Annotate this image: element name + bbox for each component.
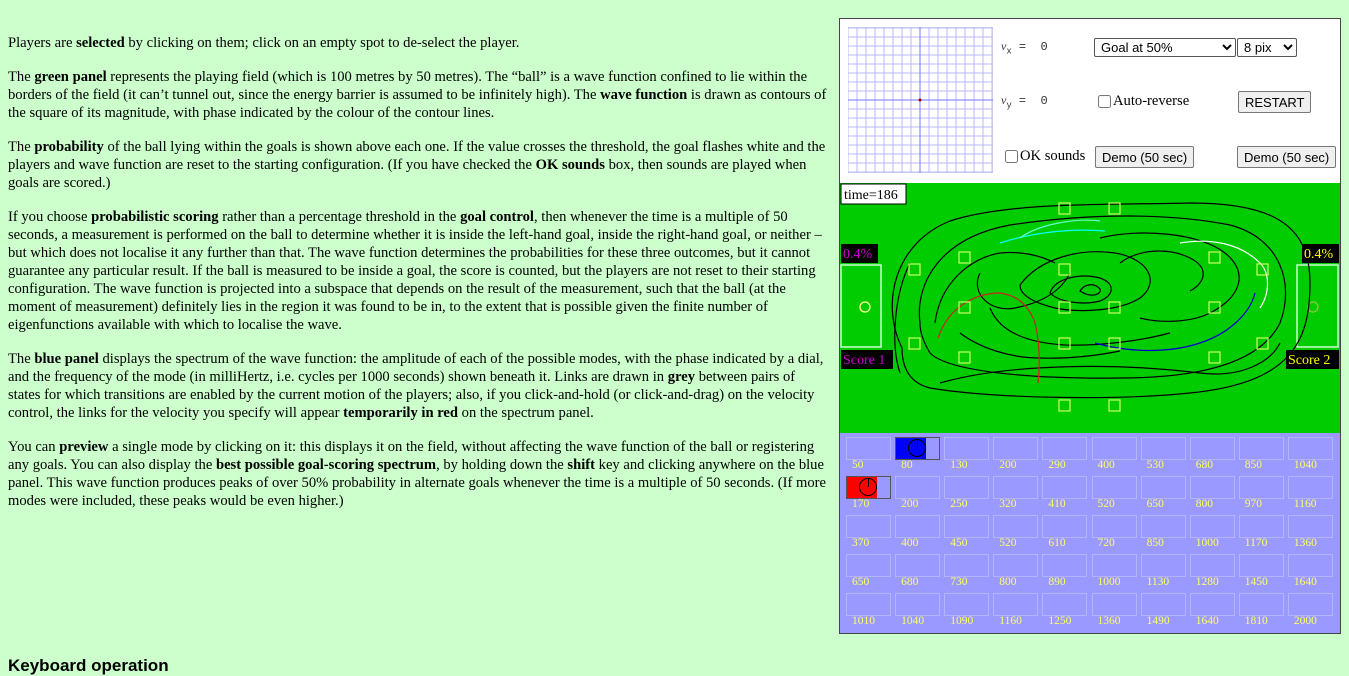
mode-frequency-label: 200	[999, 459, 1017, 471]
spectrum-mode[interactable]	[1042, 593, 1087, 616]
spectrum-mode[interactable]	[944, 437, 989, 460]
mode-frequency-label: 400	[1097, 459, 1115, 471]
spectrum-mode[interactable]	[1141, 476, 1186, 499]
mode-frequency-label: 1250	[1048, 615, 1072, 627]
right-goal-probability: 0.4%	[1304, 247, 1334, 262]
spectrum-mode[interactable]	[1141, 437, 1186, 460]
spectrum-mode[interactable]	[1288, 593, 1333, 616]
time-display: time=186	[844, 188, 898, 203]
spectrum-mode[interactable]	[1190, 515, 1235, 538]
mode-frequency-label: 80	[901, 459, 913, 471]
spectrum-mode[interactable]	[846, 437, 891, 460]
spectrum-mode[interactable]	[944, 476, 989, 499]
spectrum-mode[interactable]	[944, 593, 989, 616]
velocity-control[interactable]	[848, 27, 993, 173]
phase-dial-hand	[868, 479, 869, 487]
spectrum-mode[interactable]	[1288, 554, 1333, 577]
score-left: Score 1	[843, 353, 886, 368]
spectrum-mode[interactable]	[1190, 554, 1235, 577]
spectrum-mode[interactable]	[846, 515, 891, 538]
instruction-paragraph: You can preview a single mode by clicking on it: this displays it on the field, without affecting the wave function of the ball or registering any goals. You can also display the best possible goal-scoring spectrum, by holding down the shift key and clicking anywhere on the blue panel. This wave function produces peaks of over 50% probability in alternate goals whenever the time is a multiple of 50 seconds. (If more modes were included, these peaks would be even higher.)	[8, 439, 826, 509]
spectrum-mode[interactable]	[1092, 437, 1137, 460]
spectrum-mode[interactable]	[895, 554, 940, 577]
spectrum-mode[interactable]	[846, 476, 891, 499]
mode-frequency-label: 850	[1146, 537, 1164, 549]
control-panel	[840, 19, 1340, 183]
mode-frequency-label: 200	[901, 498, 919, 510]
mode-frequency-label: 1450	[1244, 576, 1268, 588]
score-right: Score 2	[1288, 353, 1331, 368]
instruction-paragraph: The green panel represents the playing field (which is 100 metres by 50 metres). The “ball” is a wave function confined to lie within the borders of the field (it can’t tunnel out, since the energy barrier is assumed to be infinitely high). The wave function is drawn as contours of the square of its magnitude, with phase indicated by the colour of the contour lines.	[8, 69, 827, 121]
mode-frequency-label: 1160	[999, 615, 1022, 627]
spectrum-mode[interactable]	[846, 593, 891, 616]
mode-frequency-label: 800	[999, 576, 1017, 588]
auto-reverse-box[interactable]	[1098, 95, 1111, 108]
velocity-marker[interactable]	[919, 99, 922, 102]
mode-frequency-label: 290	[1048, 459, 1066, 471]
spectrum-mode[interactable]	[1042, 437, 1087, 460]
mode-frequency-label: 1280	[1195, 576, 1219, 588]
mode-frequency-label: 1490	[1146, 615, 1170, 627]
spectrum-mode[interactable]	[1092, 554, 1137, 577]
mode-frequency-label: 320	[999, 498, 1017, 510]
keyboard-heading: Keyboard operation	[8, 656, 169, 675]
spectrum-mode[interactable]	[944, 554, 989, 577]
mode-frequency-label: 800	[1195, 498, 1213, 510]
mode-frequency-label: 1130	[1146, 576, 1170, 588]
mode-frequency-label: 680	[1195, 459, 1213, 471]
spectrum-mode[interactable]	[1092, 515, 1137, 538]
instructions	[8, 34, 828, 526]
mode-frequency-label: 2000	[1293, 615, 1317, 627]
mode-frequency-label: 370	[852, 537, 870, 549]
mode-frequency-label: 1640	[1293, 576, 1317, 588]
phase-dial-icon	[908, 439, 926, 457]
mode-frequency-label: 170	[852, 498, 870, 510]
vy-readout: $v_y = 0$	[1001, 93, 1048, 111]
mode-frequency-label: 850	[1244, 459, 1263, 471]
phase-dial-icon	[859, 478, 877, 496]
demo-button-1[interactable]: Demo (50 sec)	[1095, 146, 1194, 168]
spectrum-mode[interactable]	[1190, 437, 1235, 460]
spectrum-mode[interactable]	[1092, 476, 1137, 499]
spectrum-mode[interactable]	[1239, 593, 1284, 616]
pixel-size-select[interactable]	[1237, 38, 1297, 57]
spectrum-mode[interactable]	[1092, 593, 1137, 616]
spectrum-mode[interactable]	[1239, 476, 1284, 499]
spectrum-mode[interactable]	[895, 515, 940, 538]
spectrum-mode[interactable]	[1141, 515, 1186, 538]
mode-frequency-label: 1360	[1097, 615, 1121, 627]
mode-frequency-label: 1040	[901, 615, 925, 627]
instruction-paragraph: The probability of the ball lying within the goals is shown above each one. If the value crosses the threshold, the goal flashes white and the players and wave function are reset to the starting configuration. (If you have checked the OK sounds box, then sounds are played when goals are scored.)	[8, 139, 826, 191]
mode-frequency-label: 1170	[1244, 537, 1268, 549]
demo-button-2[interactable]: Demo (50 sec)	[1237, 146, 1336, 168]
spectrum-mode[interactable]	[846, 554, 891, 577]
spectrum-mode[interactable]	[1239, 437, 1284, 460]
mode-frequency-label: 1360	[1293, 537, 1317, 549]
spectrum-mode[interactable]	[1239, 554, 1284, 577]
mode-frequency-label: 450	[950, 537, 968, 549]
mode-frequency-label: 130	[950, 459, 968, 471]
instruction-paragraph: The blue panel displays the spectrum of the wave function: the amplitude of each of the possible modes, with the phase indicated by a dial, and the frequency of the mode (in milliHertz, i.e. cycles per 1000 seconds) shown beneath it. Links are drawn in grey between pairs of states for which transitions are enabled by the current motion of the players; also, if you click-and-hold (or click-and-drag) on the velocity control, the links for the velocity you specify will appear temporarily in red on the spectrum panel.	[8, 351, 824, 421]
spectrum-mode[interactable]	[993, 476, 1038, 499]
phase-dial-hand	[917, 440, 918, 448]
mode-frequency-label: 1040	[1293, 459, 1317, 471]
mode-frequency-label: 890	[1048, 576, 1066, 588]
spectrum-mode[interactable]	[993, 554, 1038, 577]
mode-frequency-label: 610	[1048, 537, 1066, 549]
mode-frequency-label: 520	[999, 537, 1017, 549]
mode-frequency-label: 1810	[1244, 615, 1268, 627]
left-goal-probability: 0.4%	[843, 247, 873, 262]
spectrum-mode[interactable]	[1239, 515, 1284, 538]
mode-frequency-label: 1000	[1097, 576, 1121, 588]
spectrum-mode[interactable]	[1288, 476, 1333, 499]
restart-button[interactable]: RESTART	[1238, 91, 1311, 113]
spectrum-mode[interactable]	[895, 476, 940, 499]
mode-frequency-label: 250	[950, 498, 968, 510]
mode-frequency-label: 1000	[1195, 537, 1219, 549]
mode-frequency-label: 720	[1097, 537, 1115, 549]
ok-sounds-checkbox[interactable]: OK sounds	[1005, 148, 1085, 165]
mode-frequency-label: 1090	[950, 615, 974, 627]
spectrum-mode[interactable]	[1288, 437, 1333, 460]
mode-frequency-label: 530	[1146, 459, 1164, 471]
spectrum-mode[interactable]	[895, 593, 940, 616]
ok-sounds-box[interactable]	[1005, 150, 1018, 163]
instruction-paragraph: If you choose probabilistic scoring rather than a percentage threshold in the goal control, then whenever the time is a multiple of 50 seconds, a measurement is performed on the ball to determine whether it is inside the left-hand goal, inside the right-hand goal, or neither – but which does not localise it any further than that. The wave function determines the probabilities for these three outcomes, but it cannot guarantee any particular result. If the ball is measured to be inside a goal, the score is counted, but the players are not reset to their starting configuration. The wave function is projected into a subspace that depends on the result of the measurement, such that the ball (at the moment of measurement) definitely lies in the region it was found to be in, to the extent that is possible given the finite number of eigenfunctions available with which to localise the wave.	[8, 209, 822, 333]
spectrum-mode[interactable]	[1042, 476, 1087, 499]
mode-frequency-label: 650	[1146, 498, 1164, 510]
spectrum-mode[interactable]	[993, 593, 1038, 616]
mode-frequency-label: 730	[950, 576, 968, 588]
quantum-soccer-app	[839, 18, 1341, 634]
mode-frequency-label: 520	[1097, 498, 1115, 510]
mode-frequency-label: 1640	[1195, 615, 1219, 627]
spectrum-mode[interactable]	[1190, 476, 1235, 499]
mode-frequency-label: 1010	[852, 615, 875, 627]
mode-frequency-label: 50	[852, 459, 864, 471]
auto-reverse-checkbox[interactable]: Auto-reverse	[1098, 93, 1189, 110]
mode-frequency-label: 680	[901, 576, 919, 588]
spectrum-mode[interactable]	[895, 437, 940, 460]
mode-frequency-label: 970	[1244, 498, 1263, 510]
vx-readout: $v_x = 0$	[1001, 39, 1048, 57]
spectrum-mode[interactable]	[944, 515, 989, 538]
spectrum-panel[interactable]	[840, 433, 1340, 633]
spectrum-mode[interactable]	[993, 437, 1038, 460]
mode-frequency-label: 410	[1048, 498, 1066, 510]
playing-field[interactable]	[840, 183, 1340, 433]
goal-threshold-select[interactable]	[1094, 38, 1236, 57]
spectrum-mode[interactable]	[1190, 593, 1235, 616]
spectrum-mode[interactable]	[1042, 515, 1087, 538]
spectrum-mode[interactable]	[1042, 554, 1087, 577]
mode-frequency-label: 650	[852, 576, 870, 588]
mode-frequency-label: 400	[901, 537, 919, 549]
instruction-paragraph: Players are selected by clicking on them; click on an empty spot to de-select the player.	[8, 35, 520, 51]
spectrum-mode[interactable]	[1141, 593, 1186, 616]
mode-frequency-label: 1160	[1293, 498, 1317, 510]
spectrum-mode[interactable]	[1141, 554, 1186, 577]
spectrum-mode[interactable]	[1288, 515, 1333, 538]
spectrum-mode[interactable]	[993, 515, 1038, 538]
